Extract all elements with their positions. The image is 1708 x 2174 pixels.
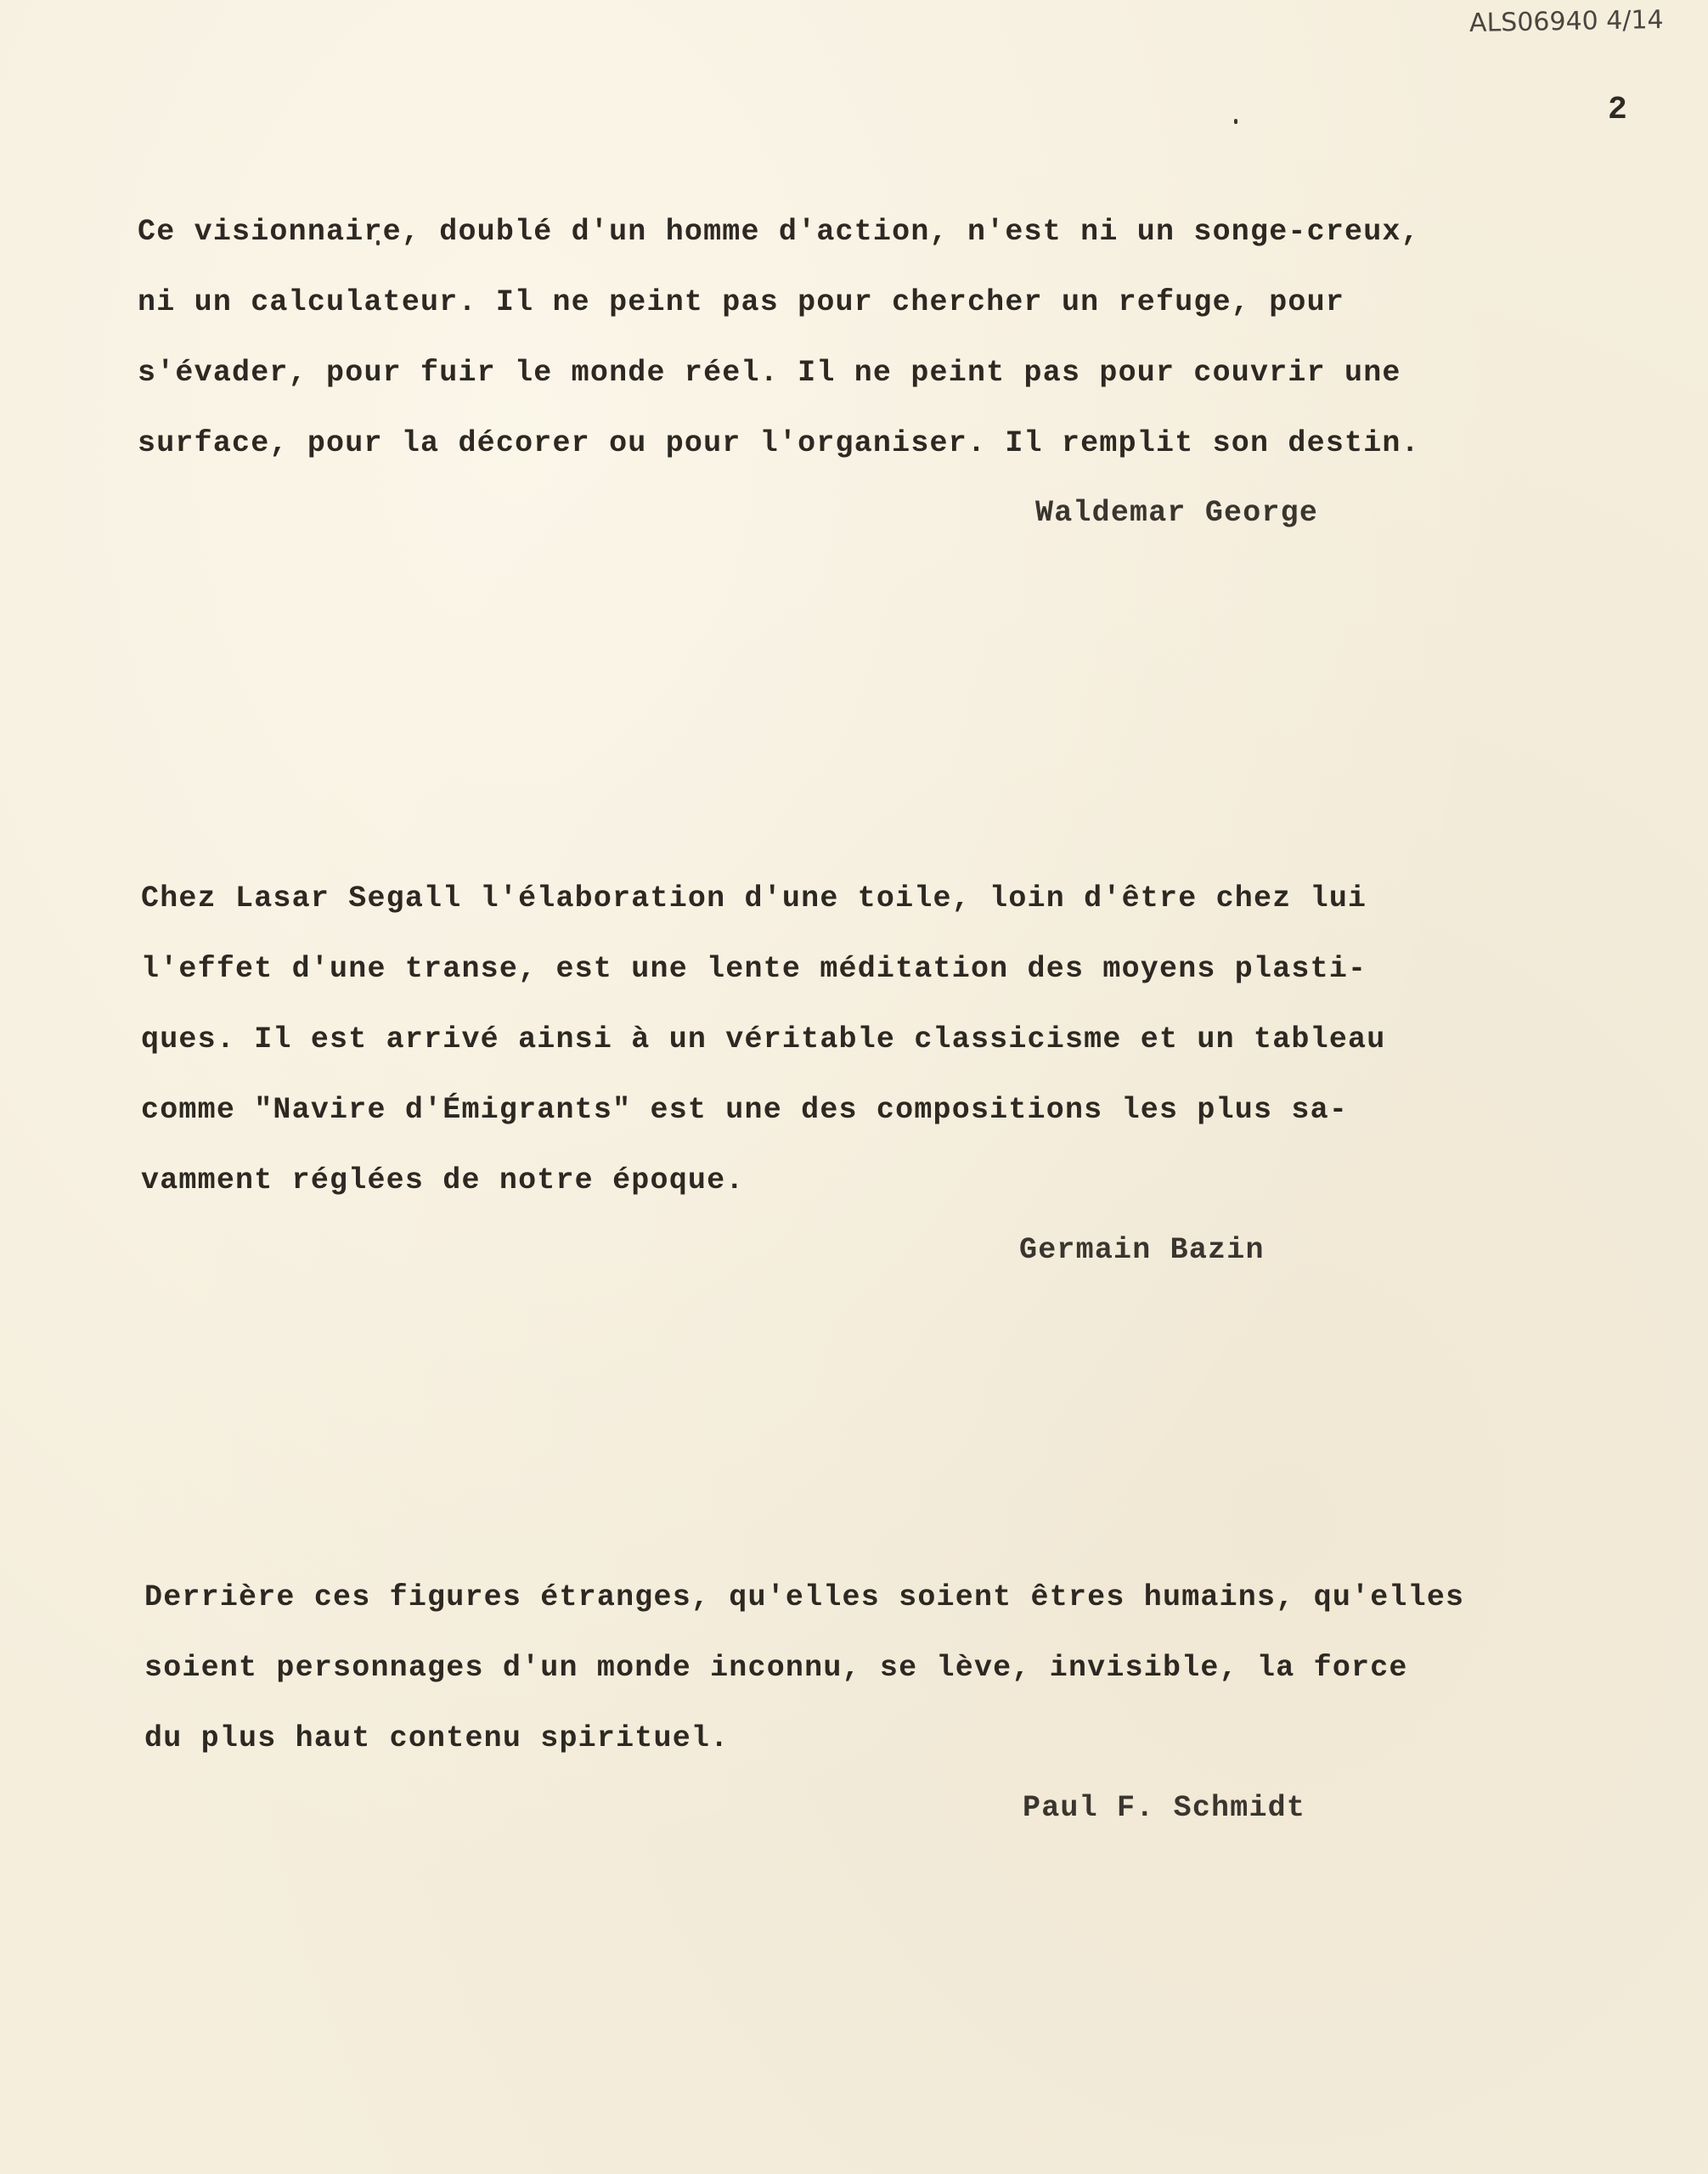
quote-line: s'évader, pour fuir le monde réel. Il ne peint pas pour couvrir une — [138, 356, 1401, 390]
quote-author: Paul F. Schmidt — [1023, 1791, 1306, 1825]
quote-line: du plus haut contenu spirituel. — [144, 1721, 730, 1755]
quote-waldemar-george — [138, 197, 1649, 547]
quote-author: Germain Bazin — [1019, 1233, 1265, 1267]
quote-germain-bazin — [141, 864, 1653, 1284]
quote-line: vamment réglées de notre époque. — [141, 1163, 745, 1197]
quote-line: Derrière ces figures étranges, qu'elles soient êtres humains, qu'elles — [144, 1580, 1465, 1614]
quote-line: ques. Il est arrivé ainsi à un véritable classicisme et un tableau — [141, 1022, 1386, 1056]
quote-line: Chez Lasar Segall l'élaboration d'une toile, loin d'être chez lui — [141, 881, 1367, 915]
quote-line: comme "Navire d'Émigrants" est une des compositions les plus sa- — [141, 1093, 1349, 1127]
page-number: 2 — [1608, 92, 1627, 128]
archive-reference-handwritten: ALS06940 4/14 — [1468, 5, 1664, 38]
quote-paul-f-schmidt — [144, 1563, 1656, 1842]
quote-line: l'effet d'une transe, est une lente méditation des moyens plasti- — [141, 952, 1367, 986]
quote-line: soient personnages d'un monde inconnu, se lève, invisible, la force — [144, 1651, 1408, 1685]
ink-speck — [1234, 119, 1237, 124]
quote-line: Ce visionnaire, doublé d'un homme d'action, n'est ni un songe-creux, — [138, 215, 1420, 249]
quote-line: surface, pour la décorer ou pour l'organiser. Il remplit son destin. — [138, 426, 1420, 460]
quote-author: Waldemar George — [1035, 496, 1319, 530]
quote-line: ni un calculateur. Il ne peint pas pour chercher un refuge, pour — [138, 285, 1345, 319]
